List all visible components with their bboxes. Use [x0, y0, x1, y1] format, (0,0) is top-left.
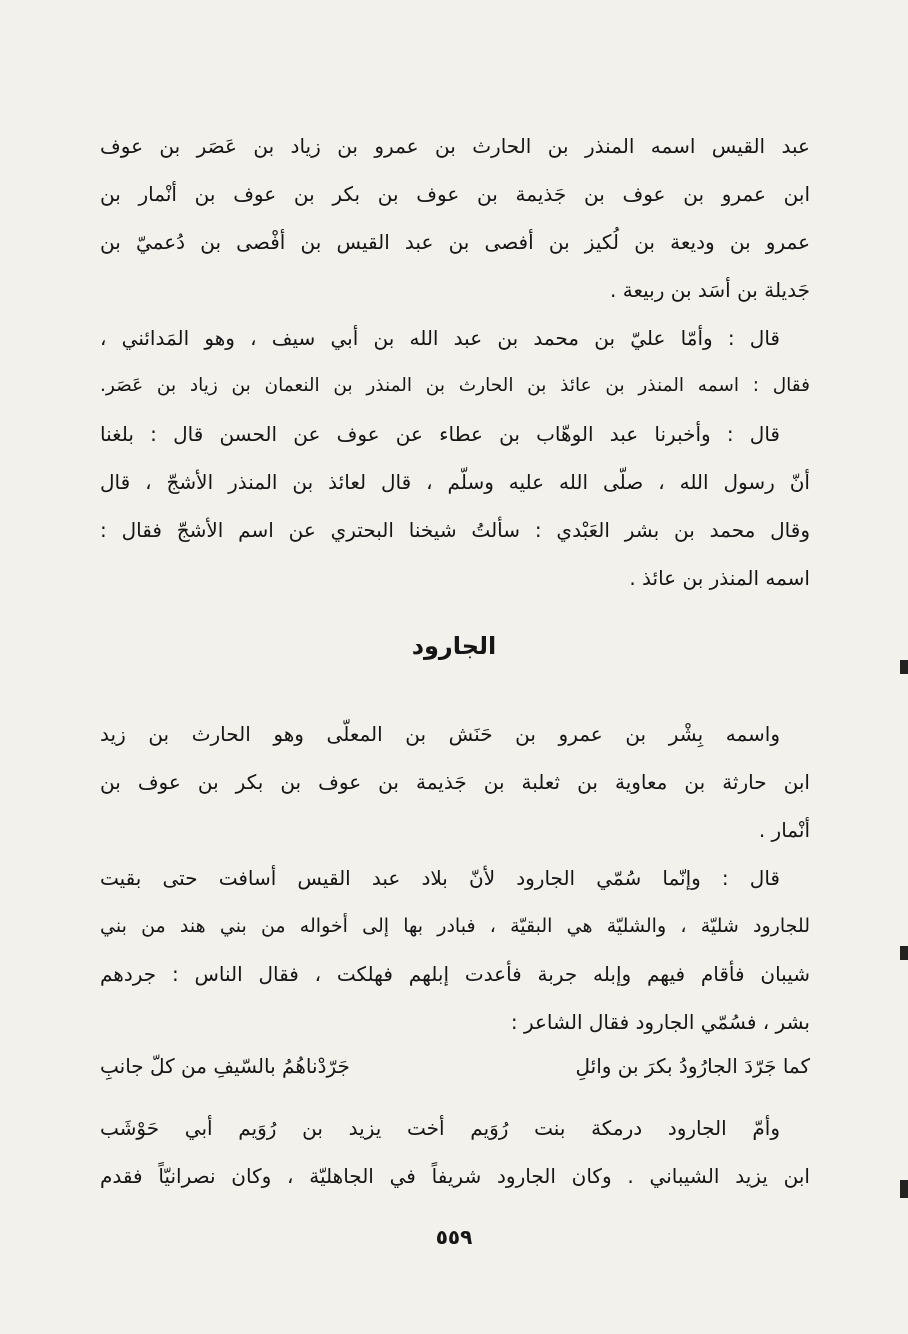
text-line: أنْمار . — [758, 818, 810, 842]
text-line: قال : وإنّما سُمّي الجارود لأنّ بلاد عبد القيس أسافت حتى بقيت — [100, 866, 780, 890]
text-line: جَديلة بن أسَد بن ربيعة . — [610, 278, 810, 302]
page-number: ٥٥٩ — [435, 1225, 473, 1249]
verse-first-hemistich: كما جَرّدَ الجارُودُ بكرَ بن وائلِ — [575, 1054, 810, 1078]
text-line: أنّ رسول الله ، صلّى الله عليه وسلّم ، قال لعائذ بن المنذر الأشجّ ، قال — [100, 470, 810, 494]
text-line: عبد القيس اسمه المنذر بن الحارث بن عمرو بن زياد بن عَصَر بن عوف — [100, 134, 810, 158]
margin-mark — [900, 946, 908, 960]
text-line: ابن عمرو بن عوف بن جَذيمة بن عوف بن بكر بن عوف بن أنْمار بن — [100, 182, 810, 206]
text-line: واسمه بِشْر بن عمرو بن حَنَش بن المعلّى وهو الحارث بن زيد — [100, 722, 780, 746]
text-line: قال : وأخبرنا عبد الوهّاب بن عطاء عن عوف عن الحسن قال : بلغنا — [100, 422, 780, 446]
section-lineage — [100, 122, 810, 602]
text-line: بشر ، فسُمّي الجارود فقال الشاعر : — [510, 1010, 810, 1034]
text-line: ابن يزيد الشيباني . وكان الجارود شريفاً في الجاهليّة ، وكان نصرانيّاً فقدم — [100, 1164, 810, 1188]
text-line: وأمّ الجارود درمكة بنت رُوَيم أخت يزيد بن رُوَيم أبي حَوْشَب — [100, 1116, 780, 1140]
verse-second-hemistich: جَرّدْناهُمُ بالسّيفِ من كلّ جانبِ — [100, 1054, 350, 1078]
text-line: قال : وأمّا عليّ بن محمد بن عبد الله بن أبي سيف ، وهو المَدائني ، — [100, 326, 780, 350]
section-jarud — [100, 710, 810, 1046]
section-mother — [100, 1104, 810, 1200]
text-line: عمرو بن وديعة بن لُكيز بن أفصى بن عبد القيس بن أفْصى بن دُعميّ بن — [100, 230, 810, 254]
text-line: ابن حارثة بن معاوية بن ثعلبة بن جَذيمة بن عوف بن بكر بن عوف بن — [100, 770, 810, 794]
poetry-verse — [100, 1042, 810, 1090]
text-line: للجارود شليّة ، والشليّة هي البقيّة ، فبادر بها إلى أخواله من بني هند من بني — [100, 915, 810, 937]
text-line: اسمه المنذر بن عائذ . — [629, 566, 810, 590]
margin-mark — [900, 660, 908, 674]
text-line: شيبان فأقام فيهم وإبله جربة فأعدت إبلهم فهلكت ، فقال الناس : جردهم — [100, 962, 810, 986]
text-line: وقال محمد بن بشر العَبْدي : سألتُ شيخنا البحتري عن اسم الأشجّ فقال : — [100, 518, 810, 542]
text-line: فقال : اسمه المنذر بن عائذ بن الحارث بن المنذر بن النعمان بن زياد بن عَصَر. — [100, 375, 810, 396]
section-heading: الجارود — [411, 632, 497, 660]
margin-mark — [900, 1180, 908, 1198]
